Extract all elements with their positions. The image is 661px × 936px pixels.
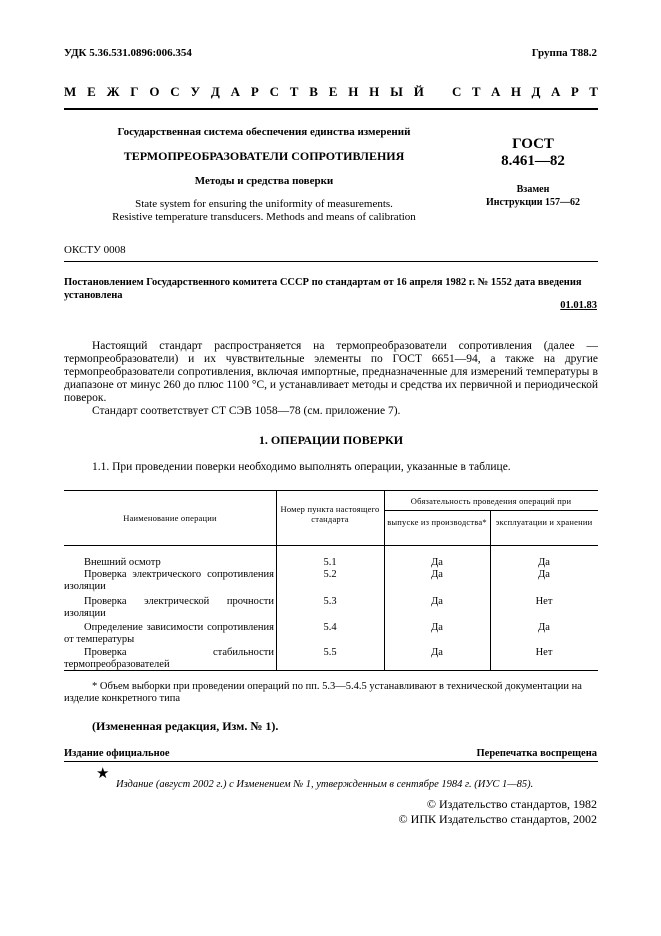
english-title-line2: Resistive temperature transducers. Methods and means of calibration [112, 211, 416, 223]
table-col-rule-3 [490, 510, 491, 670]
banner-letter: А [550, 84, 561, 99]
replaces-doc: Инструкции 157—62 [486, 197, 580, 208]
banner-letter: Н [369, 84, 380, 99]
star-icon: ★ [96, 766, 110, 782]
table-row-operation: Нет [535, 596, 553, 607]
banner-letter: Р [250, 84, 259, 99]
reprint-prohibited: Перепечатка воспрещена [476, 748, 597, 759]
banner-letter: Е [328, 84, 338, 99]
replaces-block [470, 183, 596, 209]
table-row-release: Да [431, 596, 443, 607]
clause-1-1: 1.1. При проведении поверки необходимо выполнять операции, указанные в таблице. [92, 461, 511, 473]
header-operation: эксплуатации и хранении [495, 517, 593, 527]
table-row-operation: Да [538, 557, 550, 568]
table-row-operation: Да [538, 569, 550, 580]
banner-letter: Т [589, 84, 598, 99]
header-mandatory-group: Обязательность проведения операций при [410, 496, 572, 506]
banner-letter: А [491, 84, 501, 99]
header-clause-number: Номер пункта настоящего стандарта [280, 504, 380, 524]
table-row-release: Да [431, 647, 443, 658]
table-header-rule [64, 545, 598, 546]
table-row-operation: Да [538, 622, 550, 633]
table-row-name: Проверка электрического сопротивления изоляции [64, 569, 274, 592]
table-footnote: * Объем выборки при проведении операций по пп. 5.3—5.4.5 устанавливают в технической документации на изделие конкретного типа [64, 681, 582, 704]
banner-letter: А [230, 84, 240, 99]
banner-letter: Г [130, 84, 139, 99]
banner-word-standard [452, 84, 598, 100]
banner-letter: Н [510, 84, 522, 99]
banner-letter: Й [413, 84, 424, 99]
section-title: 1. ОПЕРАЦИИ ПОВЕРКИ [258, 433, 404, 447]
table-row-name: Внешний осмотр [84, 557, 161, 568]
banner-letter: Ы [390, 84, 403, 99]
decree-text: Постановлением Государственного комитета СССР по стандартам от 16 апреля 1982 г. № 1552 дата введения установлена [64, 277, 582, 301]
table-top-rule [64, 490, 598, 491]
table-row-release: Да [431, 557, 443, 568]
banner-rule [64, 108, 598, 110]
table-row-clause: 5.2 [323, 569, 337, 580]
table-row-clause: 5.3 [323, 596, 337, 607]
banner-letter: Р [570, 84, 579, 99]
banner-letter: О [149, 84, 160, 99]
edition-info: Издание (август 2002 г.) с Изменением № 1, утвержденным в сентябре 1984 г. (ИУС 1—85). [116, 779, 534, 790]
scope-paragraph: Настоящий стандарт распространяется на термопреобразователи сопротивления (далее — термопреобразователи) и их чувствительные элементы по ГОСТ 6651—94, а также на другие термопреобразователи сопротивления, включая импортные, предназначенные для измерений температуры в диапазоне от минус 260 до плюс 1100 °С, и устанавливает методы и средства их первичной и периодической поверок. [64, 340, 598, 404]
replaces-label: Взамен [516, 184, 550, 195]
banner-letter: Д [531, 84, 541, 99]
gost-number-block [470, 136, 596, 170]
table-row-name: Проверка стабильности термопреобразователей [64, 647, 274, 670]
banner-letter: Ж [106, 84, 120, 99]
gost-number: 8.461—82 [501, 153, 565, 169]
compliance-paragraph: Стандарт соответствует СТ СЭВ 1058—78 (см. приложение 7). [92, 405, 401, 417]
table-row-name: Проверка электрической прочности изоляции [64, 596, 274, 619]
table-row-clause: 5.1 [323, 557, 337, 568]
banner-letter: Т [471, 84, 481, 99]
banner-letter: Д [210, 84, 220, 99]
revision-note: (Измененная редакция, Изм. № 1). [92, 719, 279, 733]
header-release: выпуске из производства* [387, 517, 487, 527]
interstate-standard-banner [64, 84, 598, 100]
udk-code: УДК 5.36.531.0896:006.354 [64, 47, 192, 59]
banner-letter: С [170, 84, 180, 99]
document-subtitle: Методы и средства поверки [194, 175, 334, 187]
introduction-date: 01.01.83 [560, 300, 597, 311]
banner-letter: В [309, 84, 318, 99]
banner-letter: С [452, 84, 462, 99]
document-title: ТЕРМОПРЕОБРАЗОВАТЕЛИ СОПРОТИВЛЕНИЯ [123, 149, 405, 163]
table-row-clause: 5.5 [323, 647, 337, 658]
table-row-release: Да [431, 622, 443, 633]
banner-letter: Е [87, 84, 96, 99]
table-group-rule [384, 510, 598, 511]
banner-letter: Н [348, 84, 359, 99]
table-row-clause: 5.4 [323, 622, 337, 633]
gost-label: ГОСТ [512, 136, 554, 152]
copyright-2002: © ИПК Издательство стандартов, 2002 [398, 812, 597, 826]
table-row-release: Да [431, 569, 443, 580]
banner-letter: Т [289, 84, 299, 99]
header-operation-name: Наименование операции [123, 513, 217, 523]
official-edition: Издание официальное [64, 748, 170, 759]
footer-rule [64, 761, 598, 762]
system-title: Государственная система обеспечения единства измерений [117, 126, 411, 138]
banner-letter: М [64, 84, 77, 99]
okstu-code: ОКСТУ 0008 [64, 244, 126, 256]
table-row-name: Определение зависимости сопротивления от температуры [64, 622, 274, 645]
okstu-rule [64, 261, 598, 262]
group-code: Группа Т88.2 [531, 47, 597, 59]
copyright-1982: © Издательство стандартов, 1982 [426, 797, 597, 811]
english-title-line1: State system for ensuring the uniformity of measurements. [135, 198, 393, 210]
banner-letter: С [269, 84, 279, 99]
banner-word-interstate [64, 84, 424, 100]
table-bottom-rule [64, 670, 598, 671]
banner-letter: У [190, 84, 201, 99]
table-row-operation: Нет [535, 647, 553, 658]
